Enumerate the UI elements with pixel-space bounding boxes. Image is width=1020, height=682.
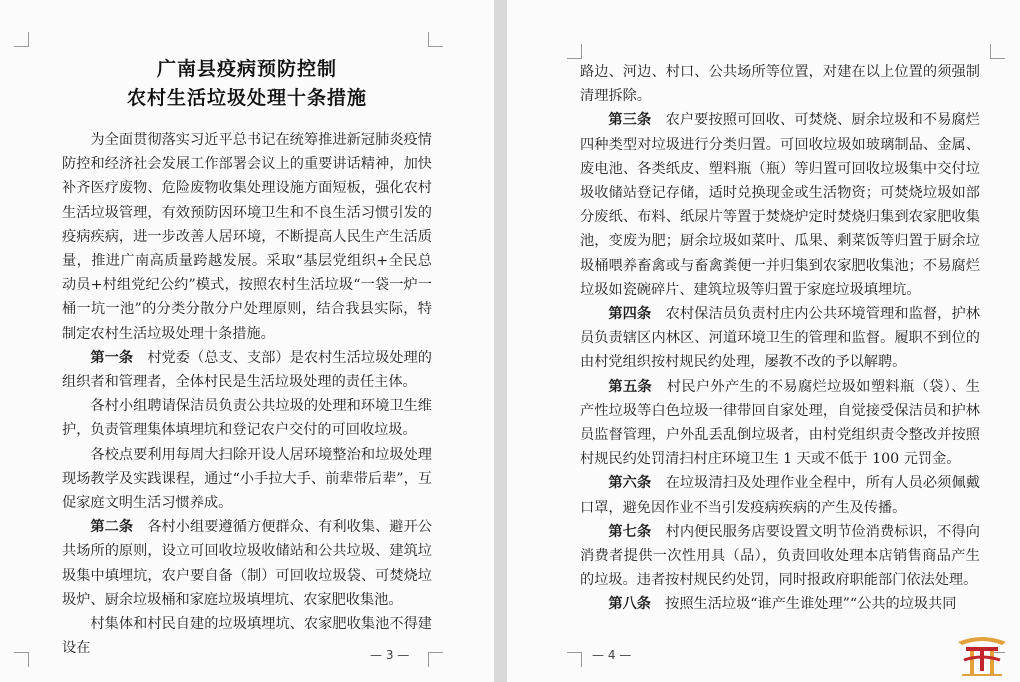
article-5: 第五条 村民户外产生的不易腐烂垃圾如塑料瓶（袋）、生产性垃圾等白色垃圾一律带回自家处理，自觉接受保洁员和护林员监督管理，户外乱丢乱倒垃圾者，由村党组织责令整改并按照村规民约处罚清扫村庄环境卫生 1 天或不低于 100 元罚金。 (580, 378, 980, 468)
crop-mark (14, 32, 29, 47)
article-label: 第八条 (608, 596, 651, 613)
article-6: 第六条 在垃圾清扫及处理作业全程中，所有人员必须佩戴口罩，避免因作业不当引发疫病疾病的产生及传播。 (580, 475, 980, 516)
article-label: 第一条 (90, 349, 134, 366)
crop-mark (567, 652, 582, 667)
article-7: 第七条 村内便民服务店要设置文明节俭消费标识，不得向消费者提供一次性用具（品），负责回收处理本店销售商品产生的垃圾。违者按村规民约处罚，同时报政府职能部门依法处理。 (580, 523, 980, 589)
article-4: 第四条 农村保洁员负责村庄内公共环境管理和监督，护林员负责辖区内林区、河道环境卫生的管理和监督。履职不到位的由村党组织按村规民约处理，屡教不改的予以解聘。 (580, 306, 980, 371)
article-label: 第三条 (608, 112, 652, 129)
article-label: 第六条 (608, 475, 652, 492)
crop-mark (567, 44, 582, 59)
article-label: 第七条 (608, 523, 652, 540)
page-number: — 4 — (592, 648, 632, 662)
document-title-line1: 广南县疫病预防控制 (156, 58, 337, 80)
left-body-text (62, 128, 432, 660)
crop-mark (990, 44, 1005, 59)
document-title-line2: 农村生活垃圾处理十条措施 (126, 87, 367, 109)
watermark-logo-icon (956, 630, 1008, 678)
article-label: 第四条 (608, 306, 652, 323)
intro-paragraph: 为全面贯彻落实习近平总书记在统筹推进新冠肺炎疫情防控和经济社会发展工作部署会议上的重要讲话精神，加快补齐医疗废物、危险废物收集处理设施方面短板，强化农村生活垃圾管理，有效预防因环境卫生和不良生活习惯引发的疫病疾病，进一步改善人居环境，不断提高人民生产生活质量，推进广南高质量跨越发展。采取“基层党组织+全民总动员+村组党纪公约”模式，按照农村生活垃圾“一袋一炉一桶一坑一池”的分类分散分户处理原则，结合我县实际，特制定农村生活垃圾处理十条措施。 (62, 132, 432, 342)
continued-paragraph: 路边、河边、村口、公共场所等位置，对建在以上位置的须强制清理拆除。 (580, 64, 980, 105)
document-page-right (507, 0, 1020, 682)
article-2: 第二条 各村小组要遵循方便群众、有利收集、避开公共场所的原则，设立可回收垃圾收储站和公共垃圾、建筑垃圾集中填埋坑，农户要自备（制）可回收垃圾袋、可焚烧垃圾炉、厨余垃圾桶和家庭垃圾填埋坑、农家肥收集池。 (62, 519, 432, 608)
page-number: — 3 — (370, 648, 410, 662)
article-label: 第五条 (608, 378, 653, 395)
article-label: 第二条 (90, 519, 134, 536)
crop-mark (428, 32, 443, 47)
article-8: 第八条 按照生活垃圾“谁产生谁处理”“公共的垃圾共同 (608, 596, 957, 613)
paragraph: 各校点要利用每周大扫除开设人居环境整治和垃圾处理现场教学及实践课程，通过“小手拉大手、前辈带后辈”，互促家庭文明生活习惯养成。 (62, 446, 432, 512)
right-body-text (580, 60, 980, 617)
article-1: 第一条 村党委（总支、支部）是农村生活垃圾处理的组织者和管理者，全体村民是生活垃圾处理的责任主体。 (62, 349, 432, 391)
article-3: 第三条 农户要按照可回收、可焚烧、厨余垃圾和不易腐烂四种类型对垃圾进行分类归置。可回收垃圾如玻璃制品、金属、废电池、各类纸皮、塑料瓶（瓶）等归置可回收垃圾集中交付垃圾收储站登记存储，适时兑换现金或生活物资；可焚烧垃圾如部分废纸、布料、纸尿片等置于焚烧炉定时焚烧归集到农家肥收集池，变废为肥；厨余垃圾如菜叶、瓜果、剩菜饭等归置于厨余垃圾桶喂养畜禽或与畜禽粪便一并归集到农家肥收集池；不易腐烂垃圾如瓷碗碎片、建筑垃圾等归置于家庭垃圾填埋坑。 (580, 112, 980, 298)
document-page-left (0, 0, 494, 682)
paragraph: 村集体和村民自建的垃圾填埋坑、农家肥收集池不得建设在 (62, 616, 432, 657)
crop-mark (14, 652, 29, 667)
paragraph: 各村小组聘请保洁员负责公共垃圾的处理和环境卫生维护，负责管理集体填埋坑和登记农户交付的可回收垃圾。 (62, 398, 432, 439)
